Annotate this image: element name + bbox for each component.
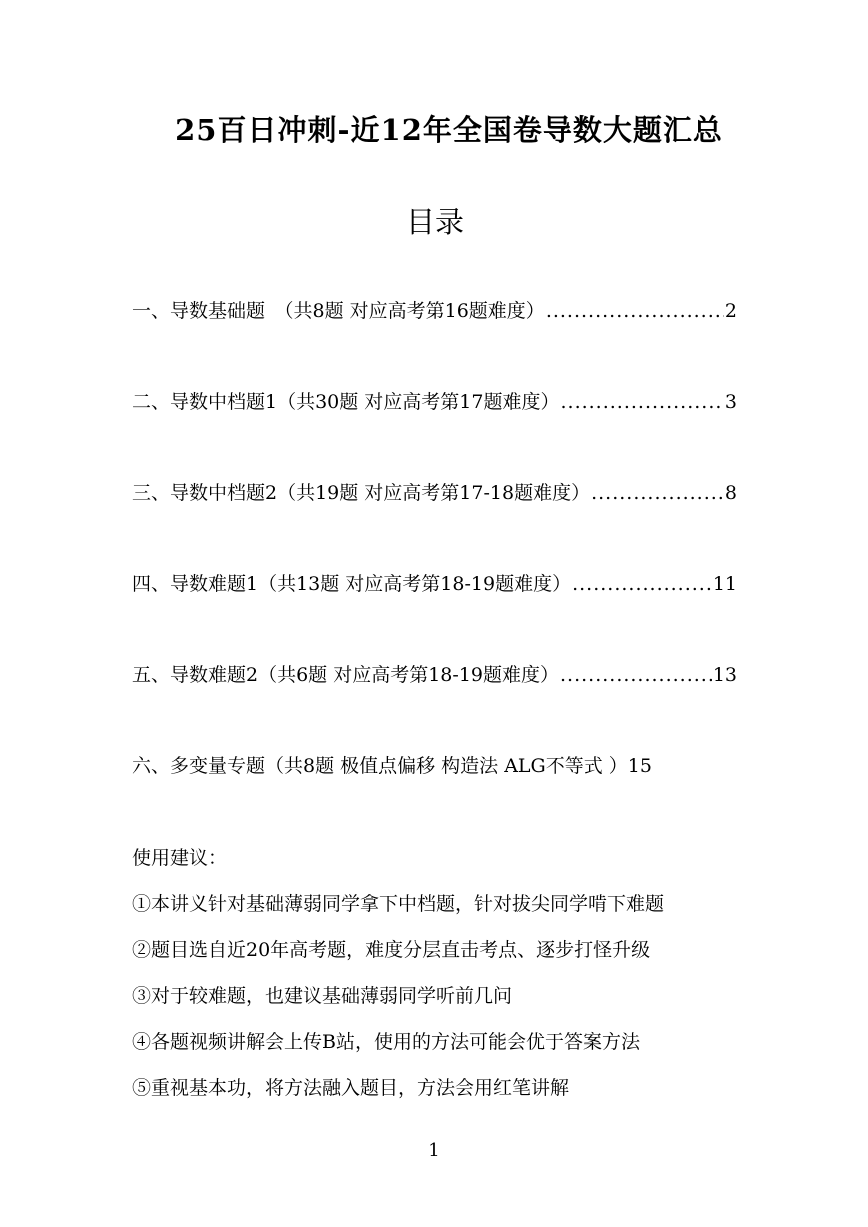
toc-entry[interactable] xyxy=(132,751,752,842)
toc-entry-page: 11 xyxy=(712,573,737,595)
advice-item: ④各题视频讲解会上传B站，使用的方法可能会优于答案方法 xyxy=(132,1031,640,1053)
toc-entry[interactable] xyxy=(132,478,737,569)
toc-entry-title: 三、导数中档题2（共19题 对应高考第17-18题难度） xyxy=(132,482,591,504)
toc-entry-page: 3 xyxy=(724,391,737,413)
advice-item: ①本讲义针对基础薄弱同学拿下中档题，针对拔尖同学啃下难题 xyxy=(132,893,665,915)
toc-entry-title: 四、导数难题1（共13题 对应高考第18-19题难度） xyxy=(132,573,572,595)
toc-entry-title: 六、多变量专题（共8题 极值点偏移 构造法 ALG不等式 ） xyxy=(132,755,628,777)
toc-entry-title: 二、导数中档题1（共30题 对应高考第17题难度） xyxy=(132,391,560,413)
toc-entry-page: 2 xyxy=(724,300,737,322)
toc-entry[interactable] xyxy=(132,387,737,478)
toc-entry[interactable] xyxy=(132,296,737,387)
advice-heading: 使用建议： xyxy=(132,847,228,869)
page-number: 1 xyxy=(428,1140,440,1161)
usage-advice xyxy=(132,840,752,1116)
toc-dot-leader xyxy=(546,300,724,322)
toc-entry-title: 一、导数基础题 （共8题 对应高考第16题难度） xyxy=(132,300,545,322)
advice-item: ③对于较难题，也建议基础薄弱同学听前几问 xyxy=(132,985,513,1007)
toc-dot-leader xyxy=(572,573,712,595)
toc-entry-title: 五、导数难题2（共6题 对应高考第18-19题难度） xyxy=(132,664,559,686)
toc-entry[interactable] xyxy=(132,569,737,660)
advice-item: ⑤重视基本功，将方法融入题目，方法会用红笔讲解 xyxy=(132,1077,570,1099)
toc-entry-page: 8 xyxy=(724,482,737,504)
toc-dot-leader xyxy=(591,482,724,504)
document-title: 25百日冲刺-近12年全国卷导数大题汇总 xyxy=(175,113,723,147)
advice-item: ②题目选自近20年高考题，难度分层直击考点、逐步打怪升级 xyxy=(132,939,651,961)
table-of-contents xyxy=(132,296,737,842)
toc-entry[interactable] xyxy=(132,660,737,751)
toc-entry-page: 15 xyxy=(627,755,652,777)
toc-heading: 目录 xyxy=(405,205,464,239)
toc-dot-leader xyxy=(560,391,723,413)
toc-dot-leader xyxy=(560,664,712,686)
toc-entry-page: 13 xyxy=(712,664,737,686)
